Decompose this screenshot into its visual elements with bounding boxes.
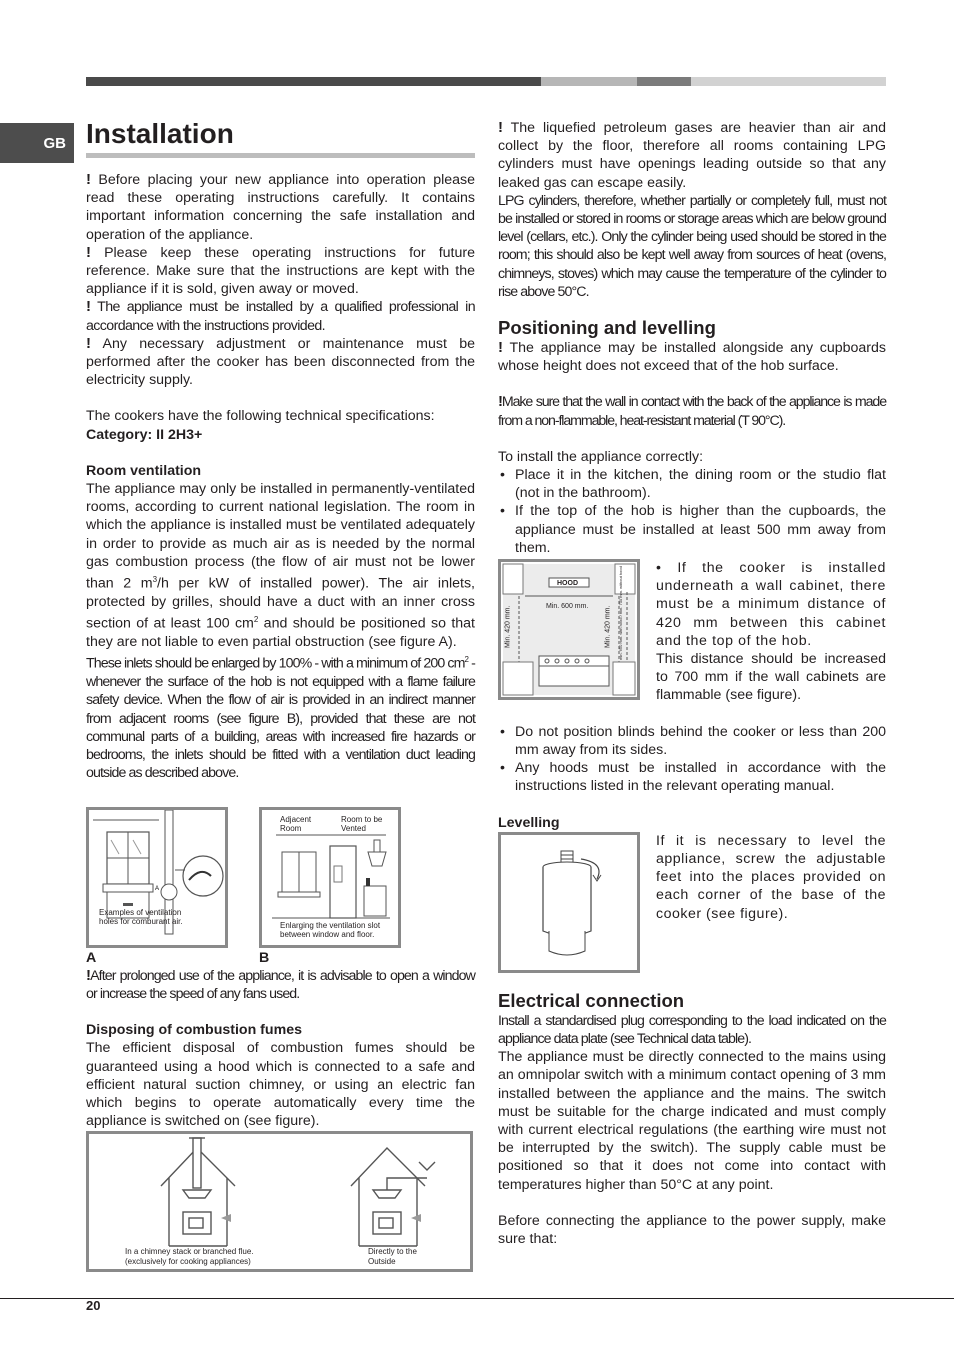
specs-intro: The cookers have the following technical specifications: [86, 408, 435, 425]
left-column [86, 117, 475, 1272]
page-number: 20 [86, 1298, 101, 1313]
language-tab [0, 123, 74, 163]
warning-disconnect: ! Any necessary adjustment or maintenance must be performed after the cooker has been disconnected from the electricity supply. [86, 334, 475, 389]
electrical-before-connect: Before connecting the appliance to the power supply, make sure that: [498, 1212, 886, 1247]
category-spec: Category: II 2H3+ [86, 426, 203, 443]
warning-read-instructions: ! Before placing your new appliance into operation please read these operating instructions carefully. It contains important information concerning the safe installation and operation of the appliance. [86, 171, 476, 243]
install-bullet-hoods: • Any hoods must be installed in accordance with the instructions listed in the relevant operating manual. [498, 759, 886, 795]
wall-cabinet-block [498, 559, 886, 705]
levelling-figure [498, 832, 640, 973]
levelling-heading: Levelling [498, 814, 560, 831]
fumes-caption-outside: Directly to the Outside [368, 1247, 417, 1266]
warning-lpg: ! The liquefied petroleum gases are heavier than air and collect by the floor, therefore all rooms containing LPG cylinders must have openings leading outside so that any leaked gas can escape easily. [498, 119, 886, 191]
figure-a-label: A [86, 949, 97, 966]
warning-cupboards: ! The appliance may be installed alongside any cupboards whose height does not exceed that of the hob surface. [498, 339, 886, 375]
levelling-text: If it is necessary to level the appliance, screw the adjustable feet into the places provided on each corner of the base of the cooker (see figure). [656, 832, 886, 922]
figure-b-caption: Enlarging the ventilation slot between window and floor. [280, 920, 381, 939]
right-column [498, 119, 886, 1248]
footer-rule [0, 1298, 954, 1299]
language-tab-label: GB [43, 134, 66, 152]
figure-b-label: B [259, 949, 270, 966]
wall-cabinet-figure [498, 559, 640, 700]
warning-qualified-professional: ! The appliance must be installed by a qualified professional in accordance with the instructions provided. [86, 298, 476, 334]
figure-b [259, 807, 401, 948]
figure-labels [86, 949, 401, 967]
install-bullet-cupboards: • If the top of the hob is higher than the cupboards, the appliance must be installed at least 500 mm away from them. [498, 502, 886, 557]
figure-b-adjacent-label: Adjacent Room [280, 814, 312, 833]
warning-wall-material: !Make sure that the wall in contact with the back of the appliance is made from a non-flammable, heat-resistant material (T 90°C). [498, 393, 886, 429]
install-list-2 [498, 723, 886, 796]
dimension-420-left: Min. 420 mm. [504, 605, 512, 649]
lpg-cylinders-text: LPG cylinders, therefore, whether partially or completely full, must not be installed or stored in rooms or storage areas which are below ground level (cellars, etc.). Only the cylinder being used should be stored in the room; this should also be kept well away from sources of heat (ovens, chimneys, stoves) which may cause the temperature of the cylinder to rise above 50°C. [498, 192, 886, 300]
dimension-600: Min. 600 mm. [546, 603, 589, 611]
fumes-caption-chimney: In a chimney stack or branched flue. (exclusively for cooking appliances) [125, 1247, 254, 1266]
room-ventilation-text: The appliance may only be installed in permanently-ventilated rooms, according to current national legislation. The room in which the appliance is installed must be ventilated adequately in order to provide as much air as is needed by the normal gas combustion process (the flow of air must not be lower than 2 $m^3/h$ per kW of installed power). The air inlets, protected by grilles, should have a duct with an inner cross section of at least 100 $cm^2$ and should be positioned so that they are not liable to even partial obstruction (see figure A). [86, 481, 475, 651]
figure-a-caption: Examples of ventilation holes for comburant air. [99, 907, 183, 926]
positioning-heading: Positioning and levelling [498, 317, 716, 339]
fumes-text: The efficient disposal of combustion fumes should be guaranteed using a hood which is connected to a safe and efficient natural suction chimney, or using an electric fan which begins to operate automatically every time the appliance is switched on (see figure). [86, 1040, 475, 1130]
room-ventilation-enlarge-text: These inlets should be enlarged by 100% - with a minimum of 200 $cm^2$ - whenever the surface of the hob is not equipped with a flame failure safety device. When the flow of air is provided in an indirect manner from adjacent rooms (see figure B), provided that these are not communal parts of a building, areas with increased fire hazards or bedrooms, the inlets should be fitted with a ventilation duct leading outside as described above. [86, 655, 475, 782]
room-ventilation-heading: Room ventilation [86, 462, 202, 479]
page-title: Installation [86, 117, 475, 158]
ventilation-figures [86, 807, 401, 948]
electrical-switch-text: The appliance must be directly connected to the mains using an omnipolar switch with a minimum contact opening of 3 mm installed between the appliance and the mains. The switch must be suitable for the charge indicated and must comply with current electrical regulations (the earthing wire must not be interrupted by the switch). The supply cable must be positioned so that it does not come into contact with temperatures higher than 50°C at any point. [498, 1049, 886, 1193]
figure-a [86, 807, 228, 948]
adjustable-foot-illustration [501, 835, 637, 970]
electrical-heading: Electrical connection [498, 989, 685, 1011]
install-intro: To install the appliance correctly: [498, 448, 704, 465]
install-bullet-wall-cabinet: • If the cooker is installed underneath a wall cabinet, there must be a minimum distance of 420 mm between this cabinet and the top of the hob. [656, 560, 886, 649]
fumes-heading: Disposing of combustion fumes [86, 1022, 302, 1039]
install-bullet-room: • Place it in the kitchen, the dining room or the studio flat (not in the bathroom). [498, 466, 886, 502]
install-list [498, 466, 886, 557]
electrical-plug-text: Install a standardised plug corresponding to the load indicated on the appliance data plate (see Technical data table). [498, 1012, 886, 1047]
dimension-420-right: Min. 420 mm. [604, 605, 612, 649]
fumes-figure [86, 1131, 473, 1272]
svg-text:A: A [155, 885, 160, 892]
header-color-bar [86, 77, 886, 86]
install-flammable-cabinets: This distance should be increased to 700 mm if the wall cabinets are flammable (see figure). [656, 651, 886, 704]
warning-prolonged-use: !After prolonged use of the appliance, it is advisable to open a window or increase the speed of any fans used. [86, 966, 475, 1002]
install-bullet-blinds: • Do not position blinds behind the cooker or less than 200 mm away from its sides. [498, 723, 886, 759]
levelling-block [498, 832, 886, 973]
wall-cabinet-text [656, 559, 886, 705]
warning-keep-instructions: ! Please keep these operating instructions for future reference. Make sure that the instructions are kept with the appliance if it is sold, given away or moved. [86, 243, 475, 298]
figure-b-vented-label: Room to be Vented [341, 814, 383, 833]
hood-label: HOOD [557, 580, 578, 588]
dimension-700: min. 650 mm. with hood / min. 700 mm. without hood [618, 566, 623, 661]
